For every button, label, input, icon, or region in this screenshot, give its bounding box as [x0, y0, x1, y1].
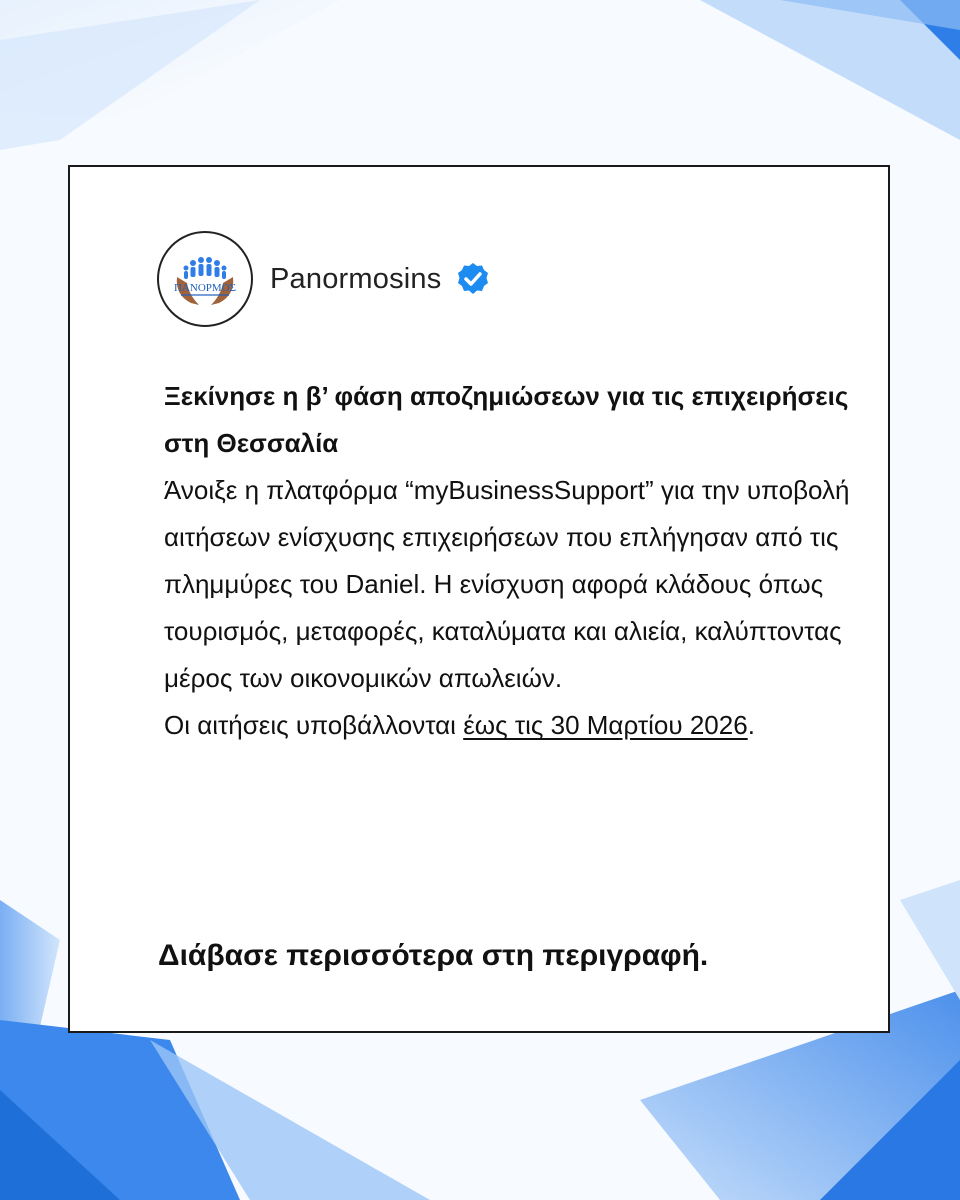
logo-text: ΠΑΝΟΡΜΟΣ [173, 282, 237, 294]
account-name: Panormosins [270, 262, 442, 295]
post-headline: Ξεκίνησε η β’ φάση αποζημιώσεων για τις επιχειρήσεις στη Θεσσαλία [164, 381, 849, 458]
deadline-prefix: Οι αιτήσεις υποβάλλονται [164, 710, 456, 740]
deadline-date: έως τις 30 Μαρτίου 2026 [463, 710, 748, 740]
post-card [68, 165, 890, 1033]
read-more-cta: Διάβασε περισσότερα στη περιγραφή. [158, 939, 709, 972]
deadline-suffix: . [747, 710, 755, 740]
deadline-line [164, 702, 864, 749]
panormos-logo-icon [157, 231, 253, 327]
verified-badge-icon [455, 261, 491, 297]
post-body: Άνοιξε η πλατφόρμα “myBusinessSupport” για την υποβολή αιτήσεων ενίσχυσης επιχειρήσεων που επλήγησαν από τις πλημμύρες του Daniel. Η ενίσχυση αφορά κλάδους όπως τουρισμός, μεταφορές, καταλύματα και αλιεία, καλύπτοντας μέρος των οικονομικών απωλειών. [164, 475, 850, 693]
account-header [270, 261, 491, 297]
post-text [164, 373, 864, 749]
